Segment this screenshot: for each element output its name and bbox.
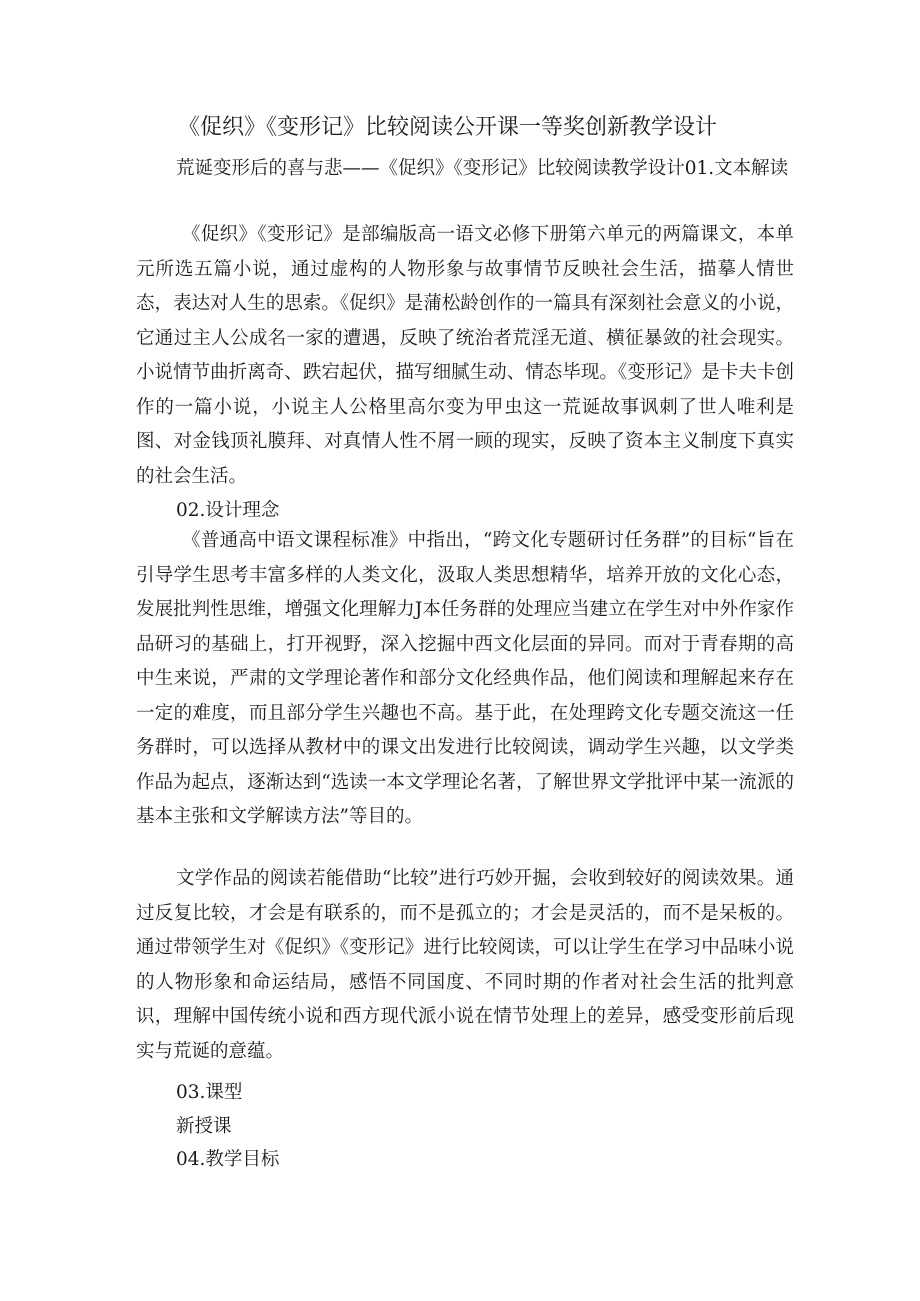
design-concept-heading: 02.设计理念 (176, 500, 280, 521)
lesson-type-heading: 03.课型 (176, 1082, 243, 1103)
document-title: 《促织》《变形记》比较阅读公开课一等奖创新教学设计 (178, 115, 718, 140)
document-subtitle: 荒诞变形后的喜与悲——《促织》《变形记》比较阅读教学设计01.文本解读 (176, 158, 789, 179)
lesson-type-value: 新授课 (176, 1116, 232, 1137)
design-concept-paragraph-2: 文学作品的阅读若能借助“比较”进行巧妙开掘，会收到较好的阅读效果。通过反复比较，才会是有联系的，而不是孤立的；才会是灵活的，而不是呆板的。通过带领学生对《促织》《变形记》进行比较阅读，可以让学生在学习中品味小说的人物形象和命运结局，感悟不同国度、不同时期的作者对社会生活的批判意识，理解中国传统小说和西方现代派小说在情节处理上的差异，感受变形前后现实与荒诞的意蕴。 (136, 868, 794, 1062)
teaching-goals-heading: 04.教学目标 (176, 1149, 280, 1170)
design-concept-paragraph-1: 《普通高中语文课程标准》中指出，“跨文化专题研讨任务群”的目标“旨在引导学生思考丰富多样的人类文化，汲取人类思想精华，培养开放的文化心态，发展批判性思维，增强文化理解力J本任务群的处理应当建立在学生对中外作家作品研习的基础上，打开视野，深入挖掘中西文化层面的异同。而对于青春期的高中生来说，严肃的文学理论著作和部分文化经典作品，他们阅读和理解起来存在一定的难度，而且部分学生兴趣也不高。基于此，在处理跨文化专题交流这一任务群时，可以选择从教材中的课文出发进行比较阅读，调动学生兴趣，以文学类作品为起点，逐渐达到“选读一本文学理论名著，了解世界文学批评中某一流派的基本主张和文学解读方法”等目的。 (136, 530, 794, 827)
text-reading-paragraph: 《促织》《变形记》是部编版高一语文必修下册第六单元的两篇课文，本单元所选五篇小说，通过虚构的人物形象与故事情节反映社会生活，描摹人情世态，表达对人生的思索。《促织》是蒲松龄创作的一篇具有深刻社会意义的小说，它通过主人公成名一家的遭遇，反映了统治者荒淫无道、横征暴敛的社会现实。小说情节曲折离奇、跌宕起伏，描写细腻生动、情态毕现。《变形记》是卡夫卡创作的一篇小说，小说主人公格里高尔变为甲虫这一荒诞故事讽刺了世人唯利是图、对金钱顶礼膜拜、对真情人性不屑一顾的现实，反映了资本主义制度下真实的社会生活。 (136, 224, 794, 487)
